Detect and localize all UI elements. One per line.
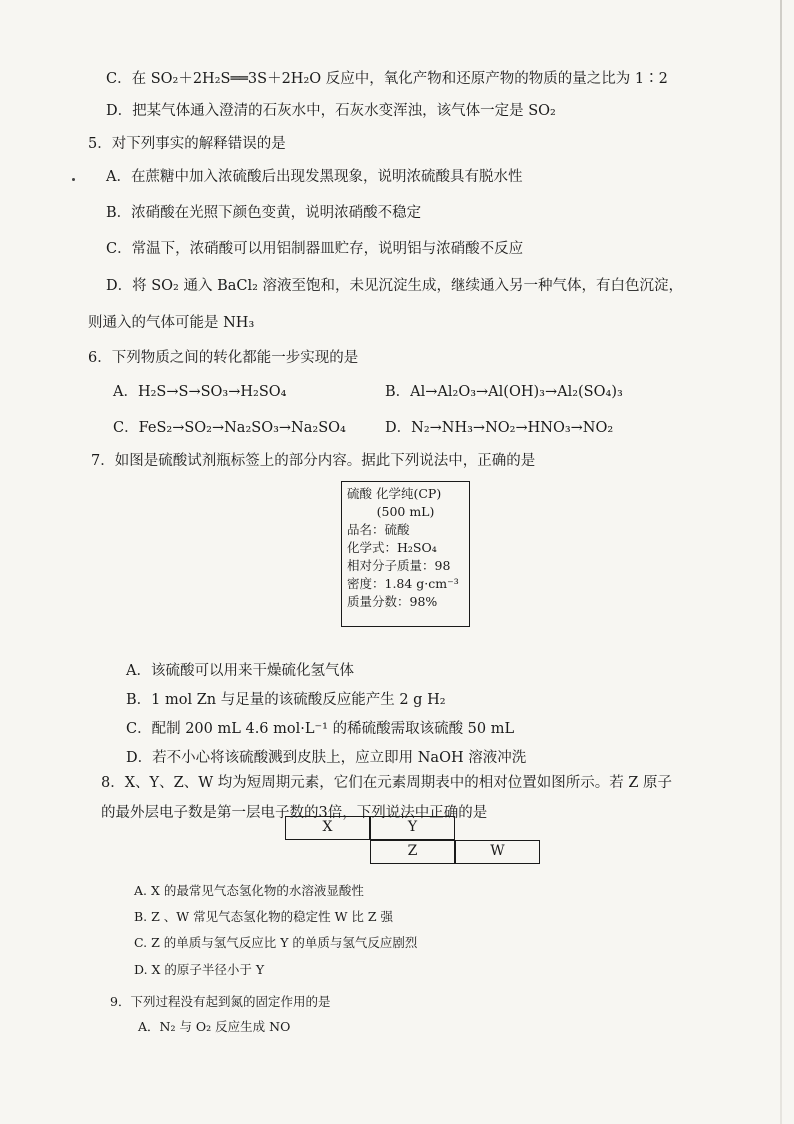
q6-option-a: A．H₂S→S→SO₃→H₂SO₄ [113, 384, 287, 400]
periodic-table-fragment [285, 816, 541, 866]
q7-option-b: B．1 mol Zn 与足量的该硫酸反应能产生 2 g H₂ [126, 692, 446, 708]
cell-x: X [285, 816, 370, 840]
label-line-7: 质量分数：98% [347, 594, 438, 609]
label-line-6: 密度：1.84 g·cm⁻³ [347, 576, 459, 591]
q7-option-c: C．配制 200 mL 4.6 mol·L⁻¹ 的稀硫酸需取该硫酸 50 mL [126, 721, 515, 737]
q6-option-b: B．Al→Al₂O₃→Al(OH)₃→Al₂(SO₄)₃ [385, 384, 623, 400]
cell-y: Y [370, 816, 455, 840]
label-line-5: 相对分子质量：98 [347, 558, 451, 573]
q4-option-d: D．把某气体通入澄清的石灰水中，石灰水变浑浊，该气体一定是 SO₂ [106, 103, 556, 119]
label-line-3: 品名：硫酸 [347, 522, 410, 537]
q5-option-a: A．在蔗糖中加入浓硫酸后出现发黑现象，说明浓硫酸具有脱水性 [106, 169, 523, 185]
q8-stem-line2: 的最外层电子数是第一层电子数的3倍，下列说法中正确的是 [101, 805, 488, 821]
cell-w: W [455, 840, 540, 864]
q5-option-d-line1: D．将 SO₂ 通入 BaCl₂ 溶液至饱和，未见沉淀生成，继续通入另一种气体，有白色沉淀， [106, 278, 684, 294]
q8-option-c: C. Z 的单质与氢气反应比 Y 的单质与氢气反应剧烈 [134, 935, 418, 950]
label-line-2: (500 mL) [376, 504, 435, 519]
q8-stem-line1: 8．X、Y、Z、W 均为短周期元素，它们在元素周期表中的相对位置如图所示。若 Z 原子 [101, 775, 672, 791]
q8-option-d: D. X 的原子半径小于 Y [134, 962, 265, 977]
label-line-4: 化学式：H₂SO₄ [347, 540, 437, 555]
q5-option-d-line2: 则通入的气体可能是 NH₃ [88, 315, 255, 331]
q6-stem: 6．下列物质之间的转化都能一步实现的是 [88, 350, 359, 366]
q6-option-d: D．N₂→NH₃→NO₂→HNO₃→NO₂ [385, 420, 614, 436]
scan-speck [72, 178, 75, 181]
q9-stem: 9．下列过程没有起到氮的固定作用的是 [110, 994, 331, 1009]
q8-option-a: A. X 的最常见气态氢化物的水溶液显酸性 [134, 883, 364, 898]
cell-z: Z [370, 840, 455, 864]
q5-stem: 5．对下列事实的解释错误的是 [88, 136, 286, 152]
q4-option-c: C．在 SO₂＋2H₂S══3S＋2H₂O 反应中，氧化产物和还原产物的物质的量之比为 1∶2 [106, 71, 668, 87]
q7-option-d: D．若不小心将该硫酸溅到皮肤上，应立即用 NaOH 溶液冲洗 [126, 750, 527, 766]
q7-option-a: A．该硫酸可以用来干燥硫化氢气体 [126, 663, 354, 679]
q6-option-c: C．FeS₂→SO₂→Na₂SO₃→Na₂SO₄ [113, 420, 346, 436]
q8-option-b: B. Z 、W 常见气态氢化物的稳定性 W 比 Z 强 [134, 909, 394, 924]
q9-option-a: A．N₂ 与 O₂ 反应生成 NO [138, 1019, 291, 1034]
q5-option-b: B．浓硝酸在光照下颜色变黄，说明浓硝酸不稳定 [106, 205, 422, 221]
q5-option-c: C．常温下，浓硝酸可以用铝制器皿贮存，说明铝与浓硝酸不反应 [106, 241, 524, 257]
page-edge-shadow [780, 0, 782, 1124]
reagent-label [341, 481, 470, 627]
label-line-1: 硫酸 化学纯(CP) [347, 486, 442, 501]
q7-stem: 7．如图是硫酸试剂瓶标签上的部分内容。据此下列说法中，正确的是 [91, 453, 536, 469]
